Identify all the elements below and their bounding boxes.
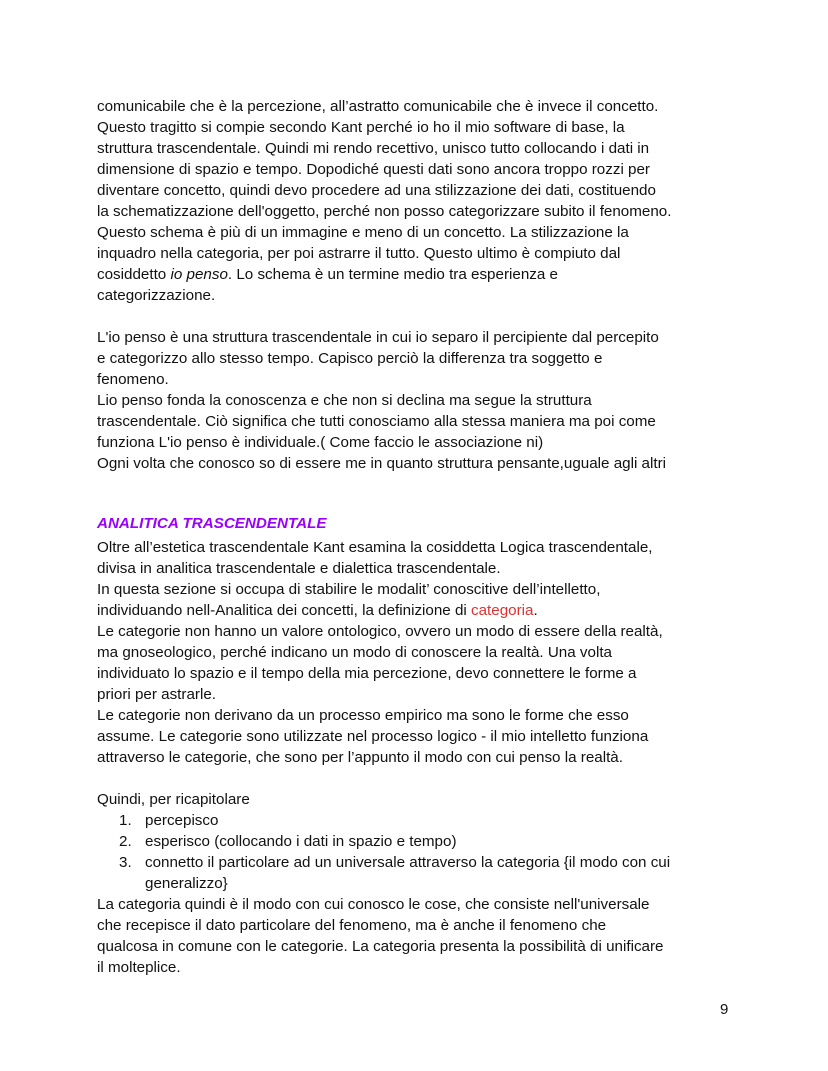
page-number: 9 bbox=[720, 1001, 729, 1018]
text-line bbox=[97, 264, 757, 285]
text: . bbox=[533, 602, 538, 619]
text-line: In questa sezione si occupa di stabilire le modalit’ conoscitive dell’intelletto, bbox=[97, 581, 601, 598]
text-line: categorizzazione. bbox=[97, 287, 216, 304]
text-line: attraverso le categorie, che sono per l’appunto il modo con cui penso la realtà. bbox=[97, 749, 623, 766]
text-line: divisa in analitica trascendentale e dialettica trascendentale. bbox=[97, 560, 501, 577]
text-line: Questo tragitto si compie secondo Kant perché io ho il mio software di base, la bbox=[97, 119, 625, 136]
list-item bbox=[97, 810, 757, 831]
list-text: esperisco (collocando i dati in spazio e tempo) bbox=[145, 833, 457, 850]
text: . Lo schema è un termine medio tra esperienza e bbox=[227, 266, 558, 283]
list-text: percepisco bbox=[145, 812, 219, 829]
text-line: Questo schema è più di un immagine e meno di un concetto. La stilizzazione la bbox=[97, 224, 629, 241]
text-line: fenomeno. bbox=[97, 371, 169, 388]
list-number: 1. bbox=[119, 812, 132, 829]
paragraph-io-penso bbox=[97, 327, 757, 474]
text-line: la schematizzazione dell'oggetto, perché non posso categorizzare subito il fenomeno. bbox=[97, 203, 672, 220]
text-line: assume. Le categorie sono utilizzate nel processo logico - il mio intelletto funziona bbox=[97, 728, 649, 745]
text-line: e categorizzo allo stesso tempo. Capisco perciò la differenza tra soggetto e bbox=[97, 350, 603, 367]
highlighted-term: categoria bbox=[471, 602, 534, 619]
text: individuando nell-Analitica dei concetti, la definizione di bbox=[97, 602, 472, 619]
text-line: dimensione di spazio e tempo. Dopodiché questi dati sono ancora troppo rozzi per bbox=[97, 161, 650, 178]
text-line: Le categorie non hanno un valore ontologico, ovvero un modo di essere della realtà, bbox=[97, 623, 663, 640]
text-line: trascendentale. Ciò significa che tutti conosciamo alla stessa maniera ma poi come bbox=[97, 413, 656, 430]
text-line: Oltre all’estetica trascendentale Kant esamina la cosiddetta Logica trascendentale, bbox=[97, 539, 653, 556]
text-line: struttura trascendentale. Quindi mi rendo recettivo, unisco tutto collocando i dati in bbox=[97, 140, 650, 157]
text: cosiddetto bbox=[97, 266, 171, 283]
italic-term: io penso bbox=[170, 266, 228, 283]
text-line: ma gnoseologico, perché indicano un modo di conoscere la realtà. Una volta bbox=[97, 644, 613, 661]
text-line: La categoria quindi è il modo con cui conosco le cose, che consiste nell'universale bbox=[97, 896, 650, 913]
text-line: L'io penso è una struttura trascendentale in cui io separo il percipiente dal percepito bbox=[97, 329, 659, 346]
list-item bbox=[97, 852, 757, 873]
section-heading: ANALITICA TRASCENDENTALE bbox=[97, 515, 327, 532]
text-line: inquadro nella categoria, per poi astrarre il tutto. Questo ultimo è compiuto dal bbox=[97, 245, 621, 262]
list-item-continuation: generalizzo} bbox=[145, 875, 228, 892]
text-line: Ogni volta che conosco so di essere me in quanto struttura pensante,uguale agli altri bbox=[97, 455, 667, 472]
paragraph-schematism bbox=[97, 96, 757, 306]
text-line: che recepisce il dato particolare del fenomeno, ma è anche il fenomeno che bbox=[97, 917, 607, 934]
text-line: priori per astrarle. bbox=[97, 686, 217, 703]
text-line: il molteplice. bbox=[97, 959, 181, 976]
paragraph-analitica bbox=[97, 537, 757, 768]
list-text: connetto il particolare ad un universale attraverso la categoria {il modo con cui bbox=[145, 854, 671, 871]
text-line: individuato lo spazio e il tempo della mia percezione, devo connettere le forme a bbox=[97, 665, 637, 682]
text-line: funziona L'io penso è individuale.( Come faccio le associazione ni) bbox=[97, 434, 544, 451]
list-number: 3. bbox=[119, 854, 132, 871]
recap bbox=[97, 789, 757, 978]
list-item bbox=[97, 831, 757, 852]
list-number: 2. bbox=[119, 833, 132, 850]
text-line bbox=[97, 600, 757, 621]
text-line: Lio penso fonda la conoscenza e che non si declina ma segue la struttura bbox=[97, 392, 592, 409]
text-line: diventare concetto, quindi devo procedere ad una stilizzazione dei dati, costituendo bbox=[97, 182, 656, 199]
text-line: comunicabile che è la percezione, all’astratto comunicabile che è invece il concetto. bbox=[97, 98, 659, 115]
text-line: qualcosa in comune con le categorie. La categoria presenta la possibilità di unificare bbox=[97, 938, 664, 955]
text-line: Le categorie non derivano da un processo empirico ma sono le forme che esso bbox=[97, 707, 629, 724]
recap-intro: Quindi, per ricapitolare bbox=[97, 791, 250, 808]
page-body bbox=[97, 96, 757, 978]
